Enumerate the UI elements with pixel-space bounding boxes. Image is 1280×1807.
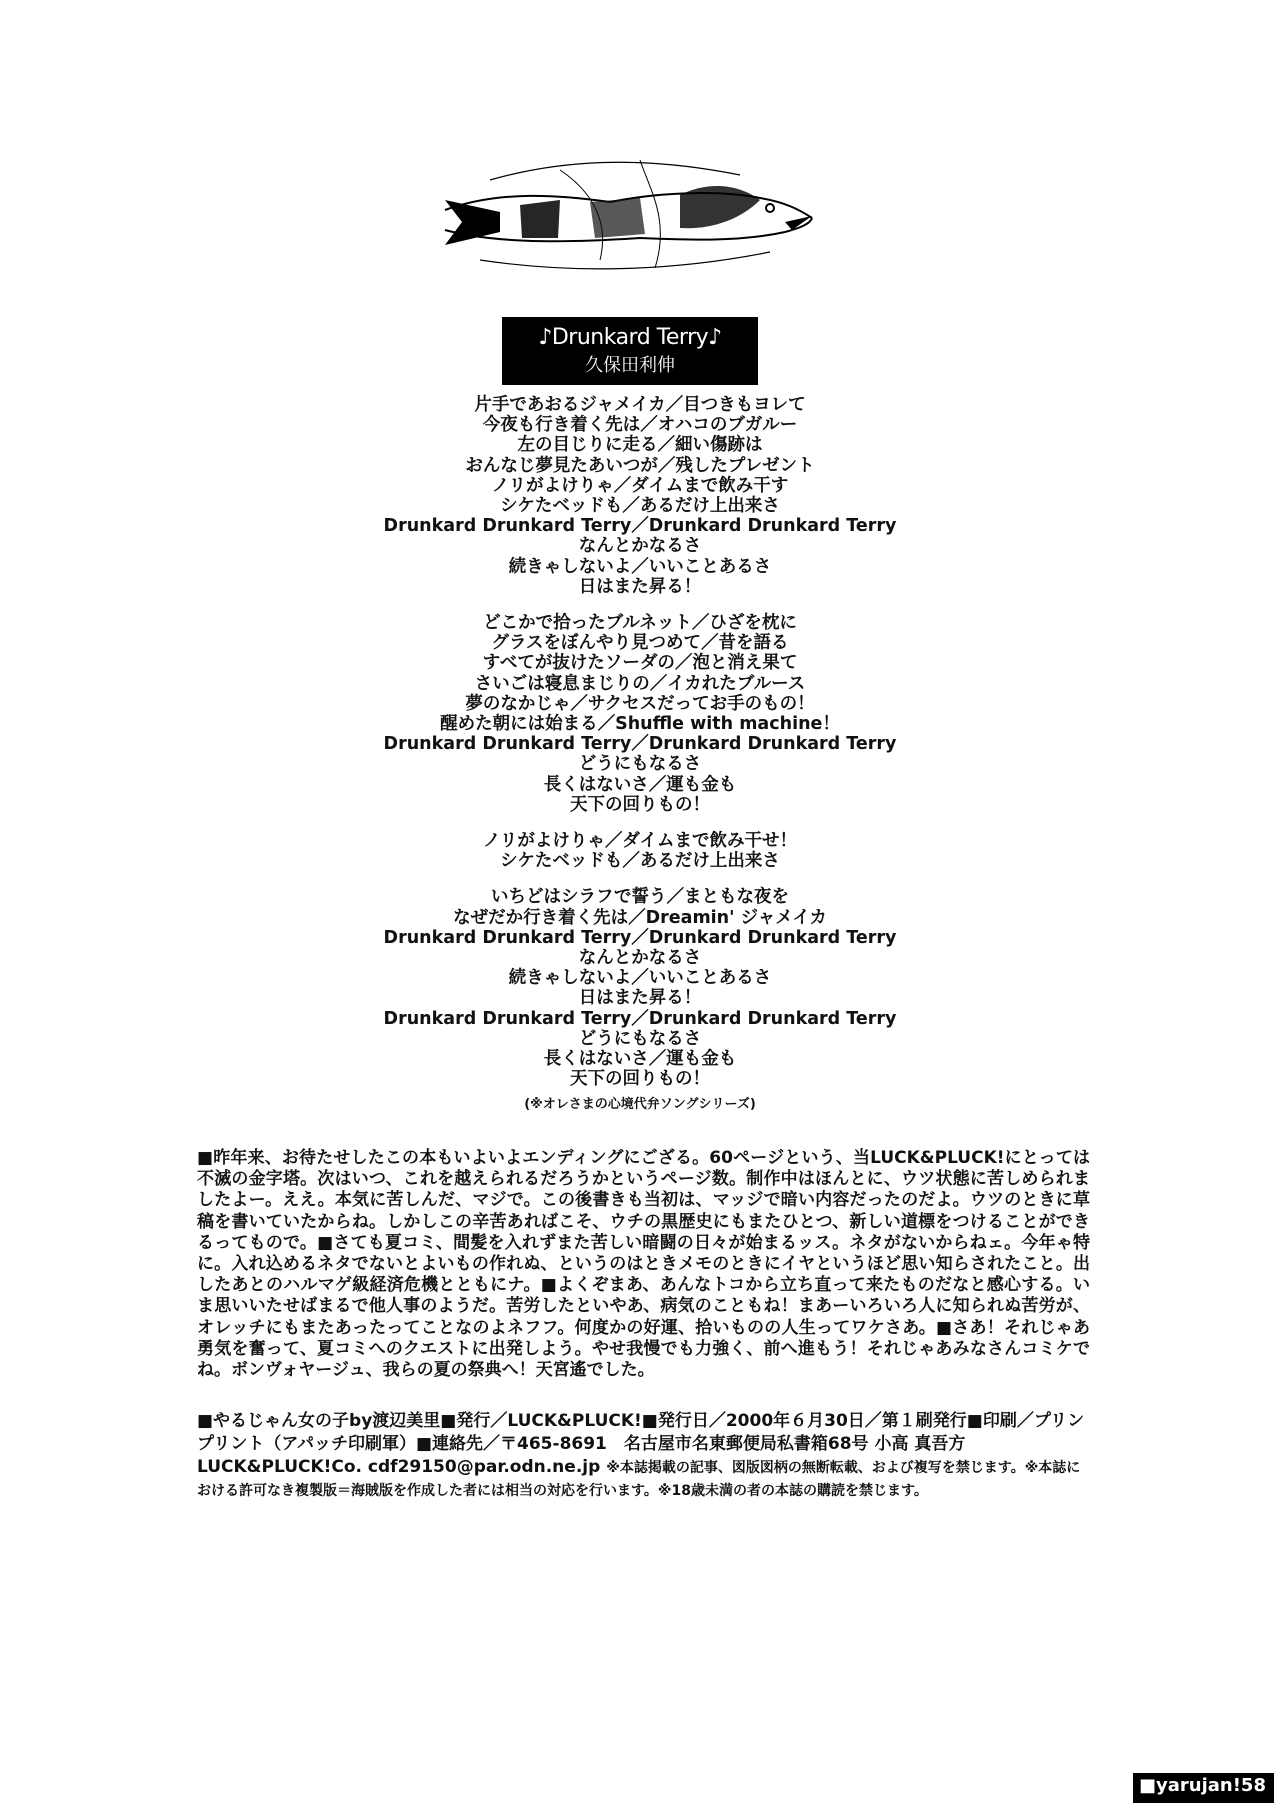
lyric-line: なぜだか行き着く先は／Dreamin' ジャメイカ bbox=[453, 907, 827, 928]
lyric-line: Drunkard Drunkard Terry／Drunkard Drunkard Terry bbox=[383, 734, 897, 755]
lyric-line: Drunkard Drunkard Terry／Drunkard Drunkard Terry bbox=[383, 1008, 897, 1029]
lyric-line: シケたベッドも／あるだけ上出来さ bbox=[500, 851, 780, 872]
lyric-line: 片手であおるジャメイカ／目つきもヨレて bbox=[474, 395, 806, 415]
lyric-line: 長くはないさ／運も金も bbox=[543, 1049, 737, 1070]
lyric-line: 続きゃしないよ／いいことあるさ bbox=[508, 556, 772, 577]
colophon-main: ■やるじゃん女の子by渡辺美里■発行／LUCK&PLUCK!■発行日／2000年６月30日／第１刷発行■印刷／プリンプリント（アパッチ印刷軍）■連絡先／〒465-8691 名古屋市名東郵便局私書箱68号 小高 真吾方 LUCK&PLUCK!Co. cdf29150@par.odn.ne.jp bbox=[197, 1411, 1085, 1477]
lyric-line: いちどはシラフで誓う／まともな夜を bbox=[490, 887, 790, 908]
lyric-line: 続きゃしないよ／いいことあるさ bbox=[508, 968, 772, 989]
colophon-notice: ※本誌掲載の記事、図版図柄の無断転載、および複写を禁じます。※本誌における許可なき複製版＝海賊版を作成した者には相当の対応を行います。※18歳未満の者の本誌の購読を禁じます。 bbox=[197, 1460, 1081, 1499]
lyric-line: どこかで拾ったブルネット／ひざを枕に bbox=[483, 613, 797, 634]
lyric-line: すべてが抜けたソーダの／泡と消え果て bbox=[482, 653, 798, 674]
lyric-line: 長くはないさ／運も金も bbox=[543, 774, 737, 795]
lyric-line: 天下の回りもの！ bbox=[570, 794, 710, 815]
lyric-line: 夢のなかじゃ／サクセスだってお手のもの！ bbox=[465, 693, 815, 714]
lyric-line: なんとかなるさ bbox=[578, 948, 702, 969]
lyric-line: 左の目じりに走る／細い傷跡は bbox=[517, 435, 763, 456]
lyric-line: 天下の回りもの！ bbox=[570, 1069, 710, 1090]
lyric-line: どうにもなるさ bbox=[578, 754, 702, 775]
colophon bbox=[197, 1410, 1090, 1502]
fish-illustration bbox=[440, 150, 820, 280]
song-author: 久保田利伸 bbox=[585, 355, 675, 376]
lyric-line: 今夜も行き着く先は／オハコのブガルー bbox=[482, 415, 798, 436]
page-number-label: ■yarujan!58 bbox=[1133, 1773, 1274, 1803]
lyric-line: おんなじ夢見たあいつが／残したプレゼント bbox=[465, 455, 815, 476]
lyric-line: 醒めた朝には始まる／Shuffle with machine！ bbox=[440, 714, 840, 735]
song-title: ♪Drunkard Terry♪ bbox=[538, 325, 722, 350]
lyric-line: 日はまた昇る！ bbox=[578, 988, 702, 1009]
lyric-line: ノリがよけりゃ／ダイムまで飲み干せ！ bbox=[483, 831, 797, 852]
lyric-line: Drunkard Drunkard Terry／Drunkard Drunkard Terry bbox=[383, 516, 897, 537]
lyric-line: さいごは寝息まじりの／イカれたブルース bbox=[474, 673, 806, 694]
lyric-line: グラスをぼんやり見つめて／昔を語る bbox=[491, 633, 789, 654]
series-note: (※オレさまの心境代弁ソングシリーズ) bbox=[524, 1097, 756, 1112]
lyrics bbox=[360, 395, 920, 1090]
lyric-line: どうにもなるさ bbox=[578, 1028, 702, 1049]
lyric-line: なんとかなるさ bbox=[578, 536, 702, 557]
song-title-box bbox=[502, 317, 758, 385]
lyric-line: Drunkard Drunkard Terry／Drunkard Drunkard Terry bbox=[383, 927, 897, 948]
lyric-line: 日はまた昇る！ bbox=[578, 576, 702, 597]
lyric-line: シケたベッドも／あるだけ上出来さ bbox=[500, 496, 780, 517]
lyric-line: ノリがよけりゃ／ダイムまで飲み干す bbox=[491, 475, 789, 496]
afterword: ■昨年来、お待たせしたこの本もいよいよエンディングにござる。60ページという、当LUCK&PLUCK!にとっては不滅の金字塔。次はいつ、これを越えられるだろうかというページ数。制作中はほんとに、ウツ状態に苦しめられましたよー。ええ。本気に苦しんだ、マジで。この後書きも当初は、マッジで暗い内容だったのだよ。ウツのときに草稿を書いていたからね。しかしこの辛苦あればこそ、ウチの黒歴史にもまたひとつ、新しい道標をつけることができるってもので。■さても夏コミ、間髪を入れずまた苦しい暗闘の日々が始まるッス。ネタがないからねェ。今年ゃ特に。入れ込めるネタでないとよいもの作れぬ、というのはときメモのときにイヤというほど思い知らされたこと。出したあとのハルマゲ級経済危機とともにナ。■よくぞまあ、あんなトコから立ち直って来たものだなと感心する。いま思いいたせばまるで他人事のようだ。苦労したといやあ、病気のこともね！まあーいろいろ人に知られぬ苦労が、オレッチにもまたあったってことなのよネフフ。何度かの好運、拾いものの人生ってワケさあ。■さあ！それじゃあ勇気を奮って、夏コミへのクエストに出発しよう。やせ我慢でも力強く、前へ進もう！それじゃあみなさんコミケでね。ボンヴォヤージュ、我らの夏の祭典へ！天宮遙でした。 bbox=[197, 1148, 1090, 1381]
